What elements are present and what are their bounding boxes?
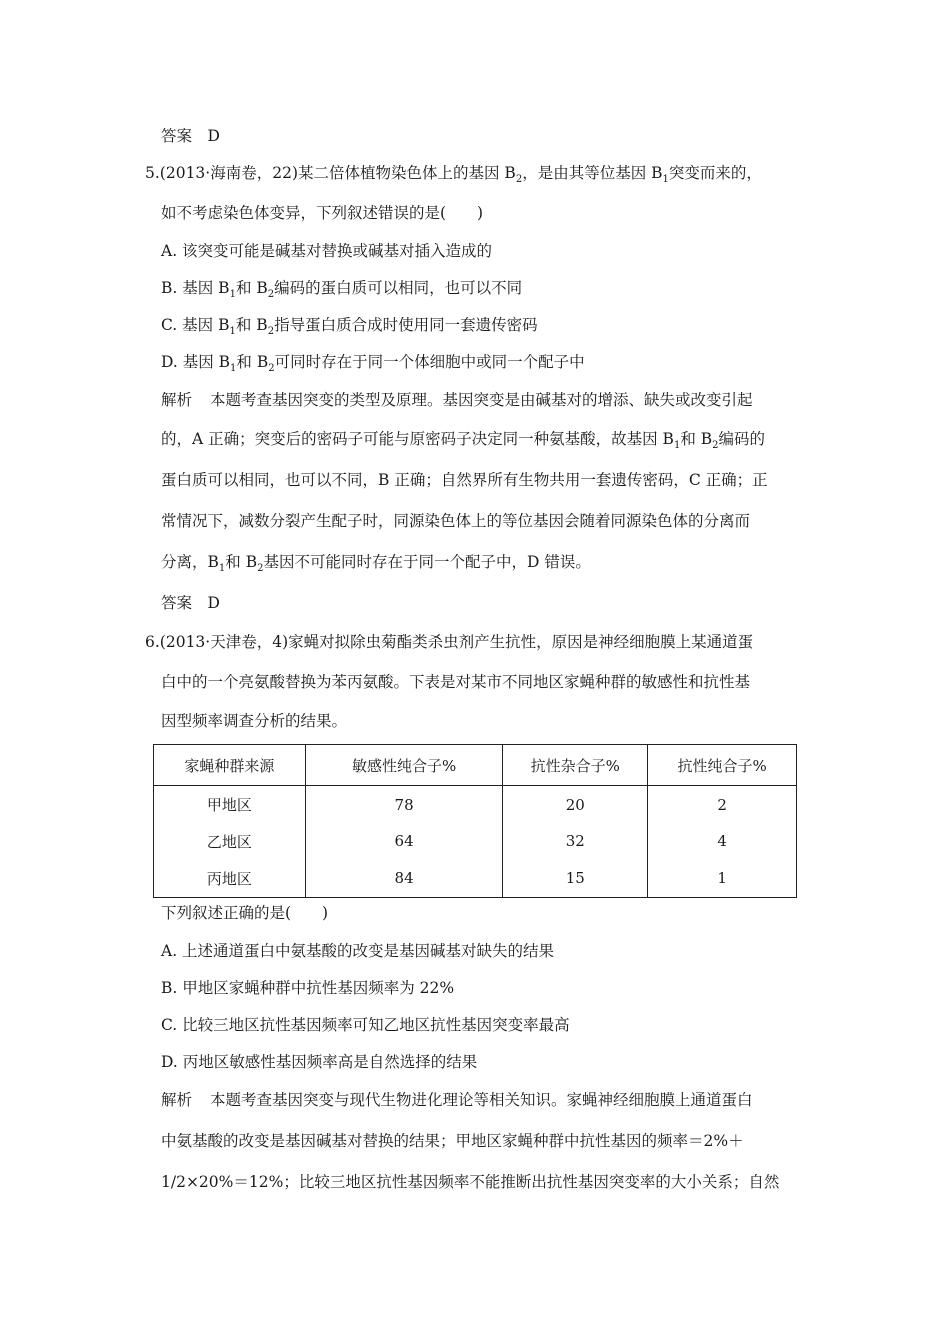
- q6-stem-line-2: 白中的一个亮氨酸替换为苯丙氨酸。下表是对某市不同地区家蝇种群的敏感性和抗性基: [161, 673, 751, 691]
- q5-option-d: D. 基因 $B_1$和 $B_2$可同时存在于同一个体细胞中或同一个配子中: [161, 353, 585, 374]
- table-cell: 甲地区: [154, 786, 306, 824]
- q5-explanation-line-2: 的，A 正确；突变后的密码子可能与原密码子决定同一种氨基酸，故基因 $B_1$和 $B_2$编码的: [161, 430, 766, 451]
- q5-explanation-line-5: 分离，$B_1$和 $B_2$基因不可能同时存在于同一个配子中，D 错误。: [161, 553, 591, 574]
- q6-explanation-line-3: 1/2×20%＝12%；比较三地区抗性基因频率不能推断出抗性基因突变率的大小关系；自然: [161, 1173, 780, 1191]
- q6-question: 下列叙述正确的是( ): [161, 904, 329, 922]
- table-header-cell: 抗性杂合子%: [503, 745, 648, 786]
- table-header-row: [154, 745, 797, 786]
- table-cell: 64: [305, 823, 503, 860]
- table-cell: 32: [503, 823, 648, 860]
- q5-stem-line-2: 如不考虑染色体变异，下列叙述错误的是( ): [161, 204, 484, 222]
- q6-number: 6.: [145, 633, 160, 651]
- table-cell: 20: [503, 786, 648, 824]
- q6-explanation-line-2: 中氨基酸的改变是基因碱基对替换的结果；甲地区家蝇种群中抗性基因的频率＝2%＋: [161, 1132, 744, 1150]
- table-cell: 4: [648, 823, 797, 860]
- q5-stem-line-1: 5.(2013·海南卷，22)某二倍体植物染色体上的基因 $B_2$，是由其等位基因 $B_1$突变而来的，: [145, 164, 762, 185]
- q5-explanation-label: 解析: [161, 391, 193, 409]
- q6-explanation-line-1: 解析 本题考查基因突变与现代生物进化理论等相关知识。家蝇神经细胞膜上通道蛋白: [161, 1091, 753, 1109]
- q5-explanation-line-4: 常情况下，减数分裂产生配子时，同源染色体上的等位基因会随着同源染色体的分离而: [161, 512, 751, 530]
- q5-explanation-line-1: 解析 本题考查基因突变的类型及原理。基因突变是由碱基对的增添、缺失或改变引起: [161, 391, 753, 409]
- q5-answer: 答案 D: [161, 594, 220, 612]
- q5-number: 5.: [145, 164, 160, 182]
- table-cell: 丙地区: [154, 860, 306, 898]
- q6-stem-line-1: 6.(2013·天津卷，4)家蝇对拟除虫菊酯类杀虫剂产生抗性，原因是神经细胞膜上某通道蛋: [145, 633, 754, 651]
- table-header-cell: 敏感性纯合子%: [305, 745, 503, 786]
- table-cell: 1: [648, 860, 797, 898]
- q5-option-a: A. 该突变可能是碱基对替换或碱基对插入造成的: [161, 242, 493, 260]
- table-cell: 2: [648, 786, 797, 824]
- q6-stem-line-3: 因型频率调查分析的结果。: [161, 712, 348, 730]
- q6-option-a: A. 上述通道蛋白中氨基酸的改变是基因碱基对缺失的结果: [161, 942, 555, 960]
- q5-option-b: B. 基因 $B_1$和 $B_2$编码的蛋白质可以相同，也可以不同: [161, 279, 523, 300]
- q6-explanation-label: 解析: [161, 1091, 193, 1109]
- table-header-cell: 抗性纯合子%: [648, 745, 797, 786]
- table-cell: 78: [305, 786, 503, 824]
- q6-option-d: D. 丙地区敏感性基因频率高是自然选择的结果: [161, 1053, 478, 1071]
- q5-option-c: C. 基因 $B_1$和 $B_2$指导蛋白质合成时使用同一套遗传密码: [161, 316, 538, 337]
- genotype-frequency-table: [153, 744, 797, 898]
- table-cell: 乙地区: [154, 823, 306, 860]
- table-cell: 84: [305, 860, 503, 898]
- q4-answer: 答案 D: [161, 127, 220, 145]
- q6-option-b: B. 甲地区家蝇种群中抗性基因频率为 22%: [161, 979, 455, 997]
- table-cell: 15: [503, 860, 648, 898]
- table-header-cell: 家蝇种群来源: [154, 745, 306, 786]
- q6-option-c: C. 比较三地区抗性基因频率可知乙地区抗性基因突变率最高: [161, 1016, 570, 1034]
- table-row: [154, 786, 797, 824]
- q5-explanation-line-3: 蛋白质可以相同，也可以不同，B 正确；自然界所有生物共用一套遗传密码，C 正确；正: [161, 471, 768, 489]
- table-row: [154, 860, 797, 898]
- table-row: [154, 823, 797, 860]
